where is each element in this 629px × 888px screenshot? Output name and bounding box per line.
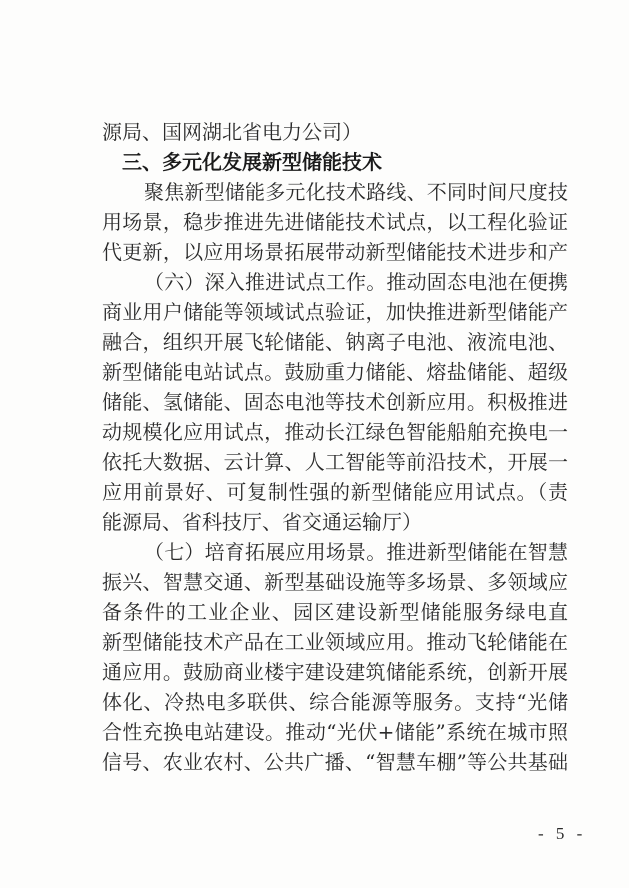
text-line: 代更新，以应用场景拓展带动新型储能技术进步和产 — [102, 240, 568, 264]
text-line: 商业用户储能等领域试点验证，加快推进新型储能产 — [102, 300, 568, 324]
text-line: （七）培育拓展应用场景。推进新型储能在智慧 — [144, 540, 568, 564]
text-line: 融合，组织开展飞轮储能、钠离子电池、液流电池、 — [102, 330, 568, 354]
text-line: 依托大数据、云计算、人工智能等前沿技术，开展一 — [102, 450, 568, 474]
page-number: - 5 - — [538, 824, 587, 843]
text-line: 信号、农业农村、公共广播、“智慧车棚”等公共基础 — [102, 750, 568, 774]
text-line: 备条件的工业企业、园区建设新型储能服务绿电直 — [102, 600, 568, 624]
text-line: 新型储能电站试点。鼓励重力储能、熔盐储能、超级 — [102, 360, 568, 384]
text-line: （六）深入推进试点工作。推动固态电池在便携 — [144, 270, 568, 294]
text-line: 聚焦新型储能多元化技术路线、不同时间尺度技 — [144, 180, 568, 204]
text-line: 动规模化应用试点，推动长江绿色智能船舶充换电一 — [102, 420, 568, 444]
text-line: 能源局、省科技厅、省交通运输厅） — [102, 510, 422, 534]
text-line: 通应用。鼓励商业楼宇建设建筑储能系统，创新开展 — [102, 660, 568, 684]
text-line: 振兴、智慧交通、新型基础设施等多场景、多领域应 — [102, 570, 568, 594]
text-line: 应用前景好、可复制性强的新型储能应用试点。（责 — [102, 480, 568, 504]
section-heading: 三、多元化发展新型储能技术 — [122, 150, 382, 174]
text-line: 用场景，稳步推进先进储能技术试点，以工程化验证 — [102, 210, 568, 234]
text-line: 合性充换电站建设。推动“光伏+储能”系统在城市照 — [102, 720, 568, 744]
text-line: 体化、冷热电多联供、综合能源等服务。支持“光储 — [102, 690, 568, 714]
text-line: 新型储能技术产品在工业领域应用。推动飞轮储能在 — [102, 630, 568, 654]
text-line: 储能、氢储能、固态电池等技术创新应用。积极推进 — [102, 390, 568, 414]
text-line: 源局、国网湖北省电力公司） — [102, 120, 362, 144]
